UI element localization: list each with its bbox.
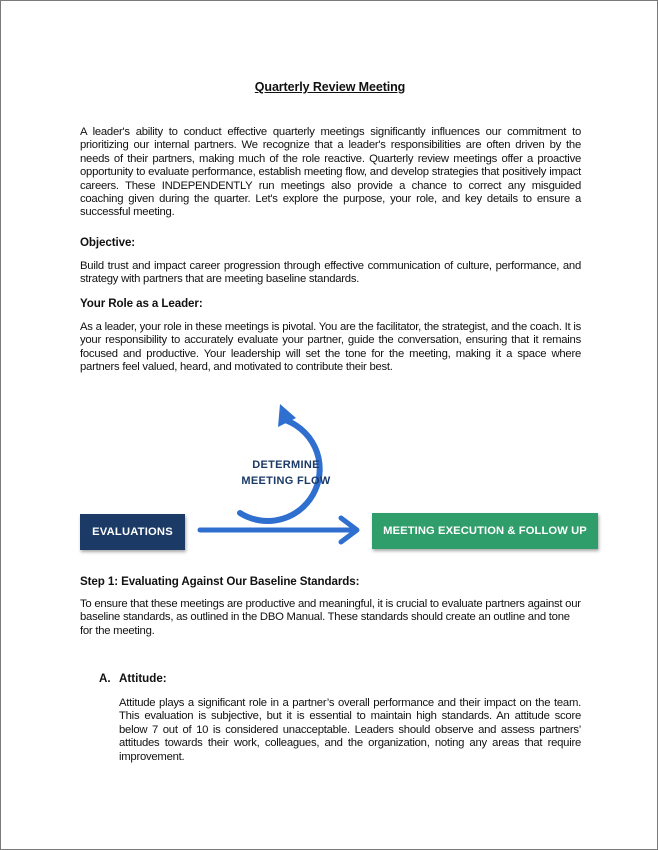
step1-heading: Step 1: Evaluating Against Our Baseline Standards: bbox=[80, 575, 360, 588]
role-paragraph: As a leader, your role in these meetings is pivotal. You are the facilitator, the strategist, and the coach. It is your responsibility to accurately evaluate your partner, guide the conversation, ensuring that it remains focused and productive. Your leadership will set the tone for the meeting, making it a space where partners feel valued, heard, and motivated to contribute their best. bbox=[80, 321, 581, 374]
determine-meeting-flow-label bbox=[226, 457, 346, 489]
cycle-label-line-1: DETERMINE bbox=[252, 459, 320, 471]
meeting-flow-diagram bbox=[80, 399, 600, 559]
intro-paragraph: A leader's ability to conduct effective quarterly meetings significantly influences our commitment to prioritizing our internal partners. We recognize that a leader's responsibilities are often driven by the needs of their partners, making much of the role reactive. Quarterly review meetings offer a proactive opportunity to evaluate performance, establish meeting flow, and develop strategies that positively impact careers. These INDEPENDENTLY run meetings also provide a chance to correct any misguided coaching given during the quarter. Let's explore the purpose, your role, and key details to ensure a successful meeting. bbox=[80, 126, 581, 219]
objective-heading: Objective: bbox=[80, 236, 136, 249]
cycle-label-line-2: MEETING FLOW bbox=[241, 475, 331, 487]
evaluations-box: EVALUATIONS bbox=[80, 514, 185, 550]
step1-paragraph: To ensure that these meetings are productive and meaningful, it is crucial to evaluate partners against our baseline standards, as outlined in the DBO Manual. These standards should create an outline and tone for the meeting. bbox=[80, 598, 581, 637]
role-heading: Your Role as a Leader: bbox=[80, 297, 203, 310]
meeting-execution-box: MEETING EXECUTION & FOLLOW UP bbox=[372, 513, 598, 549]
document-title: Quarterly Review Meeting bbox=[254, 80, 406, 94]
item-a-letter: A. bbox=[99, 672, 111, 685]
item-a-paragraph: Attitude plays a significant role in a partner’s overall performance and their impact on the team. This evaluation is subjective, but it is essential to maintain high standards. An attitude score below 7 out of 10 is considered unacceptable. Leaders should observe and assess partners’ attitudes towards their work, colleagues, and the organization, noting any areas that require improvement. bbox=[119, 697, 581, 763]
objective-paragraph: Build trust and impact career progression through effective communication of culture, performance, and strategy with partners that are meeting baseline standards. bbox=[80, 260, 581, 286]
item-a-title: Attitude: bbox=[119, 672, 167, 685]
